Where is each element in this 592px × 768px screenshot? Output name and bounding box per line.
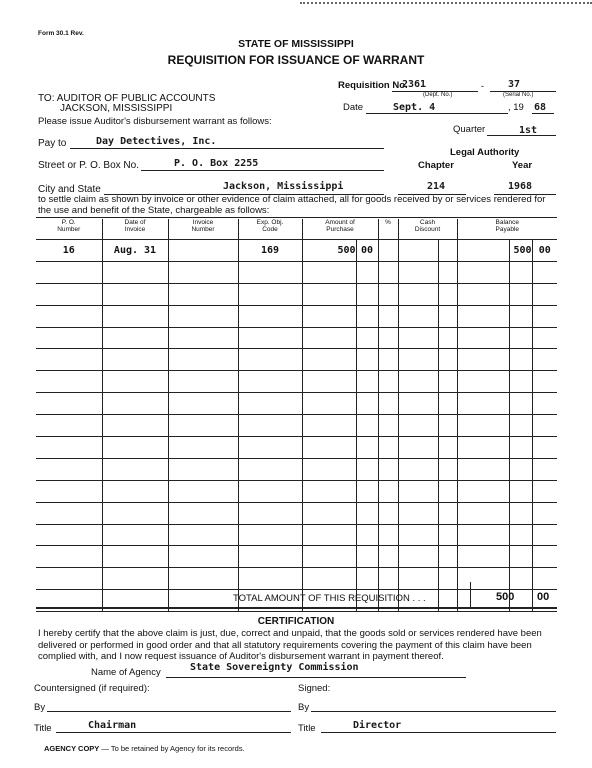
footer-note	[44, 744, 245, 753]
table-cell	[398, 437, 438, 459]
table-cell	[102, 327, 168, 349]
chapter-value: 214	[427, 181, 446, 192]
column-header	[398, 219, 457, 240]
column-header	[36, 219, 102, 240]
year-line	[532, 113, 554, 114]
table-cell	[102, 502, 168, 524]
table-cell	[102, 393, 168, 415]
title-label-left: Title	[34, 723, 52, 734]
countersigned-label: Countersigned (if required):	[34, 683, 150, 694]
table-cell: 500	[509, 240, 532, 262]
table-cell	[302, 283, 356, 305]
table-cell	[356, 415, 378, 437]
table-cell	[438, 458, 457, 480]
table-cell	[36, 415, 102, 437]
table-cell	[378, 327, 398, 349]
table-row	[36, 240, 557, 262]
table-cell	[532, 393, 557, 415]
table-cell	[509, 502, 532, 524]
table-cell	[356, 393, 378, 415]
table-cell	[398, 393, 438, 415]
table-cell	[509, 415, 532, 437]
street-line	[141, 170, 384, 171]
table-cell	[509, 349, 532, 371]
column-header-text: Date of	[124, 219, 146, 226]
table-cell	[457, 240, 509, 262]
by-line-left	[47, 711, 291, 712]
table-cell	[36, 371, 102, 393]
table-cell	[532, 305, 557, 327]
table-cell	[36, 349, 102, 371]
pay-to-value: Day Detectives, Inc.	[96, 136, 217, 147]
table-cell	[378, 546, 398, 568]
table-cell	[36, 524, 102, 546]
table-cell	[398, 261, 438, 283]
column-header	[238, 219, 302, 240]
table-cell	[378, 349, 398, 371]
table-cell	[356, 327, 378, 349]
table-cell	[378, 371, 398, 393]
state-heading: STATE OF MISSISSIPPI	[238, 38, 354, 50]
table-cell	[36, 546, 102, 568]
table-cell	[378, 415, 398, 437]
table-cell	[457, 371, 509, 393]
table-cell	[509, 437, 532, 459]
table-cell	[378, 261, 398, 283]
column-header-text: Cash	[419, 219, 436, 226]
table-cell	[457, 437, 509, 459]
table-cell	[509, 524, 532, 546]
table-row-empty	[36, 349, 557, 371]
table-cell	[509, 371, 532, 393]
table-cell	[356, 480, 378, 502]
by-label-left: By	[34, 702, 46, 713]
table-cell	[378, 305, 398, 327]
table-cell	[36, 261, 102, 283]
table-cell	[356, 546, 378, 568]
legal-authority-label: Legal Authority	[450, 147, 520, 158]
footer-text: — To be retained by Agency for its records.	[99, 744, 245, 753]
table-cell	[238, 437, 302, 459]
table-cell	[102, 524, 168, 546]
table-cell	[238, 480, 302, 502]
table-cell	[509, 305, 532, 327]
settle-claim-text: to settle claim as shown by invoice or other evidence of claim attached, all for goods received by or services rendered for the use and benefit of the State, chargeable as follows:	[38, 194, 546, 216]
table-cell	[168, 437, 238, 459]
table-cell	[356, 502, 378, 524]
by-label-right: By	[298, 702, 310, 713]
table-cell	[457, 327, 509, 349]
total-cents: 00	[537, 591, 550, 603]
table-cell	[398, 371, 438, 393]
table-cell	[398, 568, 438, 590]
table-row-empty	[36, 305, 557, 327]
date-line	[366, 113, 508, 114]
table-cell	[532, 371, 557, 393]
table-cell	[238, 502, 302, 524]
table-cell	[238, 458, 302, 480]
table-cell	[356, 524, 378, 546]
table-cell	[457, 502, 509, 524]
table-row-empty	[36, 393, 557, 415]
column-header-text: %	[385, 219, 391, 226]
table-cell	[168, 393, 238, 415]
table-cell	[532, 524, 557, 546]
table-row-empty	[36, 327, 557, 349]
table-cell	[438, 371, 457, 393]
column-header-text: P. O.	[61, 219, 76, 226]
table-cell	[302, 415, 356, 437]
column-header-text: Amount of	[325, 219, 355, 226]
table-cell	[438, 327, 457, 349]
table-cell	[398, 480, 438, 502]
table-cell	[238, 568, 302, 590]
table-cell	[238, 393, 302, 415]
agency-label: Name of Agency	[91, 667, 161, 678]
table-cell	[302, 546, 356, 568]
title-right-value: Director	[353, 720, 402, 731]
table-cell	[398, 524, 438, 546]
table-cell	[378, 568, 398, 590]
table-cell	[238, 261, 302, 283]
table-row-empty	[36, 502, 557, 524]
table-cell	[302, 371, 356, 393]
table-cell	[36, 502, 102, 524]
table-cell	[356, 458, 378, 480]
table-cell	[532, 480, 557, 502]
table-cell	[457, 524, 509, 546]
table-cell	[532, 415, 557, 437]
table-cell	[168, 415, 238, 437]
table-cell	[438, 437, 457, 459]
total-value: 500	[496, 591, 515, 603]
table-cell	[532, 546, 557, 568]
table-cell	[438, 305, 457, 327]
table-cell	[102, 415, 168, 437]
table-cell	[356, 305, 378, 327]
table-cell	[398, 283, 438, 305]
table-cell	[238, 524, 302, 546]
table-cell	[36, 327, 102, 349]
table-cell	[532, 261, 557, 283]
table-cell	[457, 283, 509, 305]
title-left-value: Chairman	[88, 720, 137, 731]
addressee-line2: JACKSON, MISSISSIPPI	[60, 103, 173, 114]
table-cell	[356, 349, 378, 371]
column-header	[457, 219, 557, 240]
table-cell	[438, 502, 457, 524]
table-cell	[378, 283, 398, 305]
table-cell	[509, 283, 532, 305]
table-cell	[102, 568, 168, 590]
table-cell	[532, 327, 557, 349]
table-cell	[509, 261, 532, 283]
table-cell	[509, 393, 532, 415]
table-cell	[398, 415, 438, 437]
table-cell	[356, 371, 378, 393]
table-cell	[168, 327, 238, 349]
table-cell	[438, 546, 457, 568]
pay-to-label: Pay to	[38, 138, 67, 149]
table-cell	[532, 458, 557, 480]
table-cell	[168, 305, 238, 327]
table-cell	[438, 393, 457, 415]
table-cell	[102, 261, 168, 283]
table-row-empty	[36, 546, 557, 568]
table-cell	[302, 327, 356, 349]
table-cell	[238, 349, 302, 371]
column-header	[102, 219, 168, 240]
column-header-text: Discount	[414, 226, 441, 233]
total-rule-lower	[36, 611, 557, 612]
table-cell	[378, 458, 398, 480]
by-line-right	[311, 711, 556, 712]
title-line-right	[321, 732, 556, 733]
table-cell	[102, 371, 168, 393]
table-cell	[457, 568, 509, 590]
table-cell	[398, 502, 438, 524]
chapter-label: Chapter	[418, 160, 454, 171]
table-cell	[302, 393, 356, 415]
table-cell	[102, 437, 168, 459]
table-row-empty	[36, 524, 557, 546]
requisition-label: Requisition No.	[338, 80, 408, 91]
table-cell	[532, 502, 557, 524]
year-label: Year	[512, 160, 533, 171]
dept-no-value: 2361	[402, 79, 427, 90]
table-cell	[356, 568, 378, 590]
total-label: TOTAL AMOUNT OF THIS REQUISITION . . .	[233, 593, 426, 604]
table-cell	[438, 240, 457, 262]
table-cell	[457, 393, 509, 415]
title-label-right: Title	[298, 723, 316, 734]
table-cell: 00	[532, 240, 557, 262]
table-top-rule	[36, 217, 557, 218]
table-cell	[168, 240, 238, 262]
table-cell	[302, 349, 356, 371]
table-cell	[457, 349, 509, 371]
table-cell	[168, 502, 238, 524]
table-cell	[509, 480, 532, 502]
table-cell	[168, 283, 238, 305]
table-cell	[36, 283, 102, 305]
table-cell	[168, 458, 238, 480]
table-row-empty	[36, 261, 557, 283]
table-cell	[457, 261, 509, 283]
table-row-empty	[36, 458, 557, 480]
table-cell	[378, 437, 398, 459]
table-cell	[168, 480, 238, 502]
date-label: Date	[343, 102, 364, 113]
table-cell	[168, 524, 238, 546]
year-value: 1968	[508, 181, 533, 192]
column-header	[302, 219, 378, 240]
table-cell	[378, 393, 398, 415]
agency-line	[166, 677, 466, 678]
table-cell	[356, 437, 378, 459]
column-header	[168, 219, 238, 240]
addressee-line1: TO: AUDITOR OF PUBLIC ACCOUNTS	[38, 93, 216, 104]
table-cell	[302, 502, 356, 524]
dept-no-caption: (Dept. No.)	[423, 92, 453, 98]
certification-text: I hereby certify that the above claim is just, due, correct and unpaid, that the goods sold or services rendered have been delivered or performed in good order and that all statutory requirements covering the payment of this claim have been complied with, and I now request issuance of Auditor's disbursement warrant in payment thereof.	[38, 628, 542, 662]
certification-heading: CERTIFICATION	[257, 616, 335, 627]
pay-to-line	[70, 148, 384, 149]
table-cell	[36, 458, 102, 480]
date-year-value: 68	[534, 102, 547, 113]
table-cell	[302, 568, 356, 590]
table-cell	[378, 524, 398, 546]
table-cell	[102, 305, 168, 327]
line-items-table	[36, 219, 557, 612]
quarter-label: Quarter	[453, 124, 486, 135]
street-value: P. O. Box 2255	[174, 158, 259, 169]
table-cell	[102, 480, 168, 502]
table-cell	[398, 305, 438, 327]
table-cell	[532, 568, 557, 590]
footer-bold: AGENCY COPY	[44, 744, 100, 753]
table-cell: 00	[356, 240, 378, 262]
year-prefix: , 19	[508, 102, 524, 113]
table-cell	[302, 458, 356, 480]
table-cell	[509, 458, 532, 480]
table-cell	[438, 349, 457, 371]
table-cell	[302, 524, 356, 546]
table-cell	[438, 283, 457, 305]
serial-no-value: 37	[508, 79, 521, 90]
table-cell	[168, 349, 238, 371]
column-header-text: Payable	[495, 226, 520, 233]
table-cell	[457, 546, 509, 568]
table-cell	[532, 283, 557, 305]
top-perforation	[300, 2, 592, 4]
table-cell: 500	[302, 240, 356, 262]
agency-value: State Sovereignty Commission	[190, 662, 359, 673]
column-header-text: Invoice	[192, 219, 214, 226]
issue-instruction: Please issue Auditor's disbursement warrant as follows:	[38, 116, 272, 127]
table-cell	[238, 327, 302, 349]
form-title: REQUISITION FOR ISSUANCE OF WARRANT	[167, 53, 425, 67]
table-cell	[438, 415, 457, 437]
table-cell	[438, 524, 457, 546]
table-cell	[238, 546, 302, 568]
table-cell	[398, 240, 438, 262]
table-cell	[532, 437, 557, 459]
column-header-text: Exp. Obj.	[256, 219, 284, 226]
table-cell	[168, 546, 238, 568]
table-cell	[168, 261, 238, 283]
column-header-text: Invoice	[124, 226, 146, 233]
table-cell	[102, 458, 168, 480]
table-cell	[36, 437, 102, 459]
table-cell	[36, 305, 102, 327]
table-cell	[102, 546, 168, 568]
table-cell	[238, 415, 302, 437]
table-header	[36, 219, 557, 240]
column-header-text: Code	[262, 226, 278, 233]
table-cell	[438, 568, 457, 590]
column-header-text: Purchase	[326, 226, 354, 233]
table-cell	[532, 349, 557, 371]
table-cell	[378, 502, 398, 524]
table-cell	[356, 261, 378, 283]
table-cell	[36, 568, 102, 590]
table-cell	[356, 283, 378, 305]
date-value: Sept. 4	[393, 102, 436, 113]
table-row-empty	[36, 568, 557, 590]
table-cell	[457, 480, 509, 502]
table-cell	[102, 349, 168, 371]
table-cell	[302, 437, 356, 459]
table-cell	[509, 327, 532, 349]
table-cell	[238, 371, 302, 393]
column-header	[378, 219, 398, 240]
table-row-empty	[36, 480, 557, 502]
title-line-left	[56, 732, 291, 733]
table-cell	[36, 480, 102, 502]
table-cell	[398, 546, 438, 568]
table-cell	[438, 480, 457, 502]
signed-label: Signed:	[298, 683, 331, 694]
table-cell	[36, 393, 102, 415]
table-cell	[457, 458, 509, 480]
column-header-text: Number	[191, 226, 215, 233]
table-row-empty	[36, 283, 557, 305]
table-cell	[302, 480, 356, 502]
table-cell	[238, 305, 302, 327]
table-cell: 169	[238, 240, 302, 262]
table-cell	[509, 568, 532, 590]
table-cell	[398, 458, 438, 480]
table-cell	[378, 240, 398, 262]
table-cell	[457, 415, 509, 437]
table-cell	[398, 327, 438, 349]
table-cell	[168, 568, 238, 590]
table-cell	[168, 371, 238, 393]
table-row-empty	[36, 437, 557, 459]
table-cell	[457, 305, 509, 327]
serial-no-caption: (Serial No.)	[503, 92, 534, 98]
quarter-value: 1st	[519, 125, 538, 136]
table-cell	[302, 261, 356, 283]
table-cell	[378, 480, 398, 502]
city-value: Jackson, Mississippi	[223, 181, 344, 192]
column-header-text: Number	[57, 226, 81, 233]
table-cell	[438, 261, 457, 283]
column-header-text: Balance	[495, 219, 520, 226]
table-cell	[238, 283, 302, 305]
street-label: Street or P. O. Box No.	[38, 160, 139, 171]
table-cell: Aug. 31	[102, 240, 168, 262]
city-label: City and State	[38, 184, 101, 195]
table-cell	[509, 546, 532, 568]
table-cell	[302, 305, 356, 327]
table-cell	[398, 349, 438, 371]
table-cell	[102, 283, 168, 305]
table-row-empty	[36, 371, 557, 393]
total-rule	[36, 607, 557, 609]
table-cell: 16	[36, 240, 102, 262]
form-number: Form 30.1 Rev.	[38, 30, 84, 37]
table-row-empty	[36, 415, 557, 437]
